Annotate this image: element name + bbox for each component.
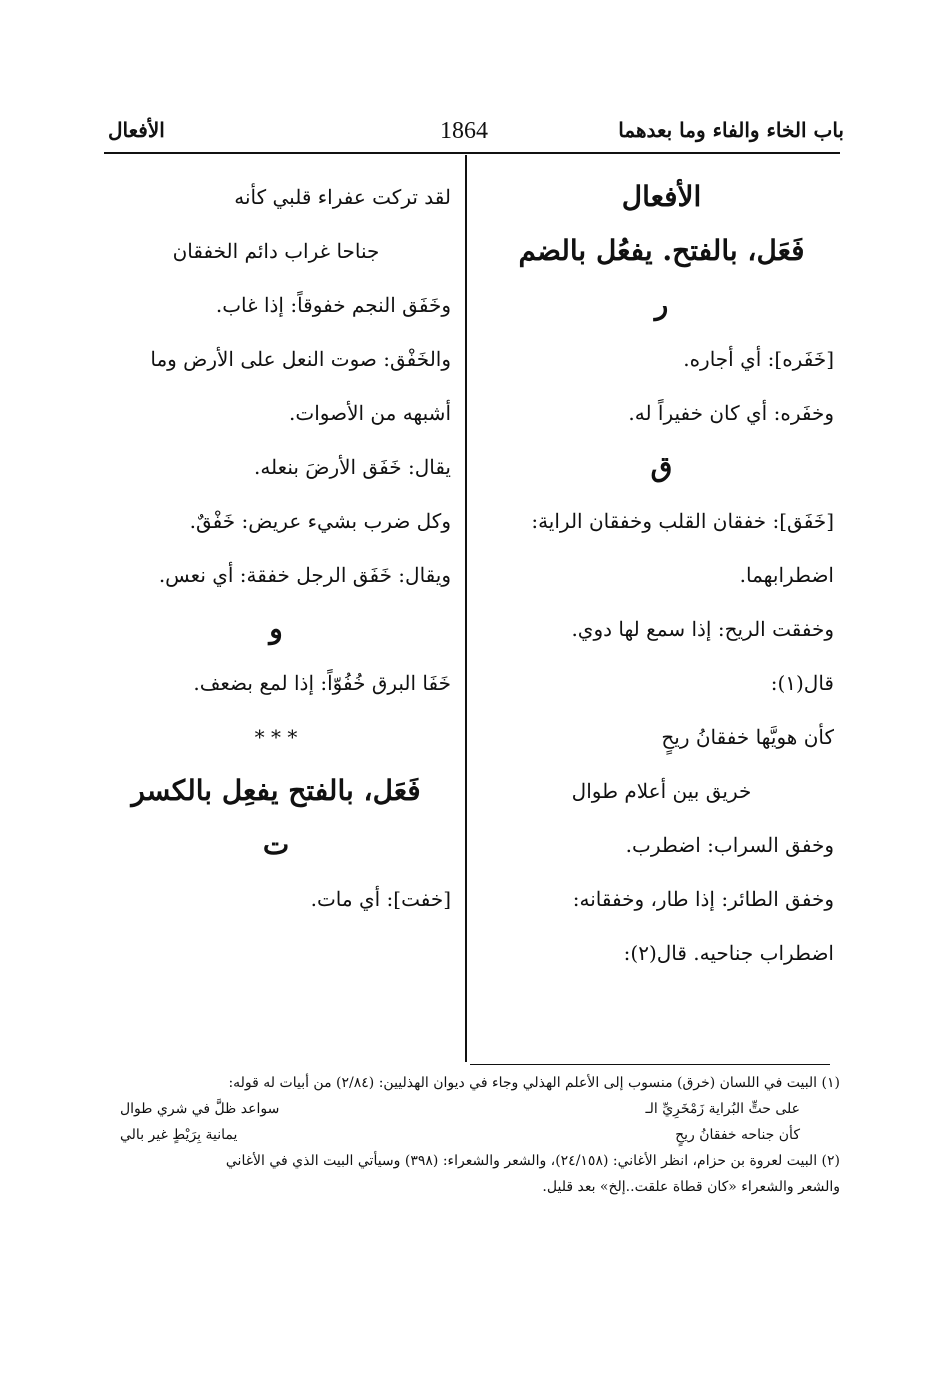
text-line: اضطرابهما. (739, 563, 834, 587)
text-line: * * * (254, 725, 298, 749)
column-divider (465, 155, 467, 1062)
text-line: كأن هويَّها خفقانُ ريحٍ (661, 725, 834, 749)
text-line: اضطراب جناحيه. قال(٢): (623, 941, 834, 965)
text-line: ق (650, 450, 673, 483)
text-line: و (269, 612, 283, 645)
text-line: يقال: خَفَق الأرضَ بنعله. (253, 455, 451, 479)
text-line: جناحا غراب دائم الخفقان (172, 239, 380, 263)
text-line: ر (654, 288, 669, 321)
text-line: وخَفَق النجم خفوقاً: إذا غاب. (215, 293, 451, 317)
text-line: الأفعال (621, 180, 702, 213)
footnote-2-cont: والشعر والشعراء «كان قطاة علقت..إلخ» بعد قليل. (542, 1179, 840, 1195)
text-line: وكل ضرب بشيء عريض: خَفْقٌ. (189, 509, 451, 533)
verse-hemistich: على حتٍّ البُراية زَمْخَرِيِّ الـ (645, 1101, 800, 1117)
verse-hemistich: كأن جناحه خفقانُ ريحٍ (675, 1127, 800, 1143)
running-header-topic: الأفعال (108, 118, 165, 142)
text-line: وخفقت الريح: إذا سمع لها دوي. (571, 617, 834, 641)
footnote-2: (٢) البيت لعروة بن حزام، انظر الأغاني: (٢٤/١٥٨)، والشعر والشعراء: (٣٩٨) وسيأتي البيت الذي في الأغاني (225, 1153, 840, 1169)
text-line: أشبهه من الأصوات. (289, 401, 451, 425)
text-line: وخفَره: أي كان خفيراً له. (628, 401, 834, 425)
page-number: 1864 (440, 118, 488, 144)
left-column (101, 170, 451, 926)
footnote-1: (١) البيت في اللسان (خرق) منسوب إلى الأعلم الهذلي وجاء في ديوان الهذليين: (٢/٨٤) من أبيات له قوله: (228, 1075, 840, 1091)
text-line: ويقال: خَفَق الرجل خفقة: أي نعس. (158, 563, 451, 587)
text-line: قال(١): (770, 671, 834, 695)
footnote-1-verse-2 (100, 1122, 840, 1148)
text-line: فَعَل، بالفتح. يفعُل بالضم (518, 234, 805, 267)
footnote-rule (470, 1064, 830, 1065)
text-line: لقد تركت عفراء قلبي كأنه (234, 185, 451, 209)
text-line: فَعَل، بالفتح يفعِل بالكسر (131, 774, 421, 807)
text-line: خَفَا البرق خُفُوّاً: إذا لمع بضعف. (193, 671, 451, 695)
footnote-1-verse-1 (100, 1096, 840, 1122)
text-line: [خَفَق]: خفقان القلب وخفقان الراية: (531, 509, 834, 533)
verse-hemistich: سواعد ظلَّ في شري طوال (120, 1101, 280, 1117)
running-header-section: باب الخاء والفاء وما بعدهما (618, 118, 844, 142)
text-line: والخَفْق: صوت النعل على الأرض وما (150, 347, 451, 371)
header-rule (104, 152, 840, 154)
text-line: خريق بين أعلام طوال (571, 779, 752, 803)
text-line: وخفق السراب: اضطرب. (625, 833, 834, 857)
text-line: ت (262, 828, 290, 861)
text-line: [خَفَره]: أي أجاره. (683, 347, 834, 371)
verse-hemistich: يمانية بِرَيْطٍ غير بالي (120, 1127, 238, 1143)
right-column (489, 170, 834, 980)
text-line: [خفت]: أي مات. (310, 887, 451, 911)
footnotes (100, 1070, 840, 1200)
text-line: وخفق الطائر: إذا طار، وخفقانه: (572, 887, 834, 911)
